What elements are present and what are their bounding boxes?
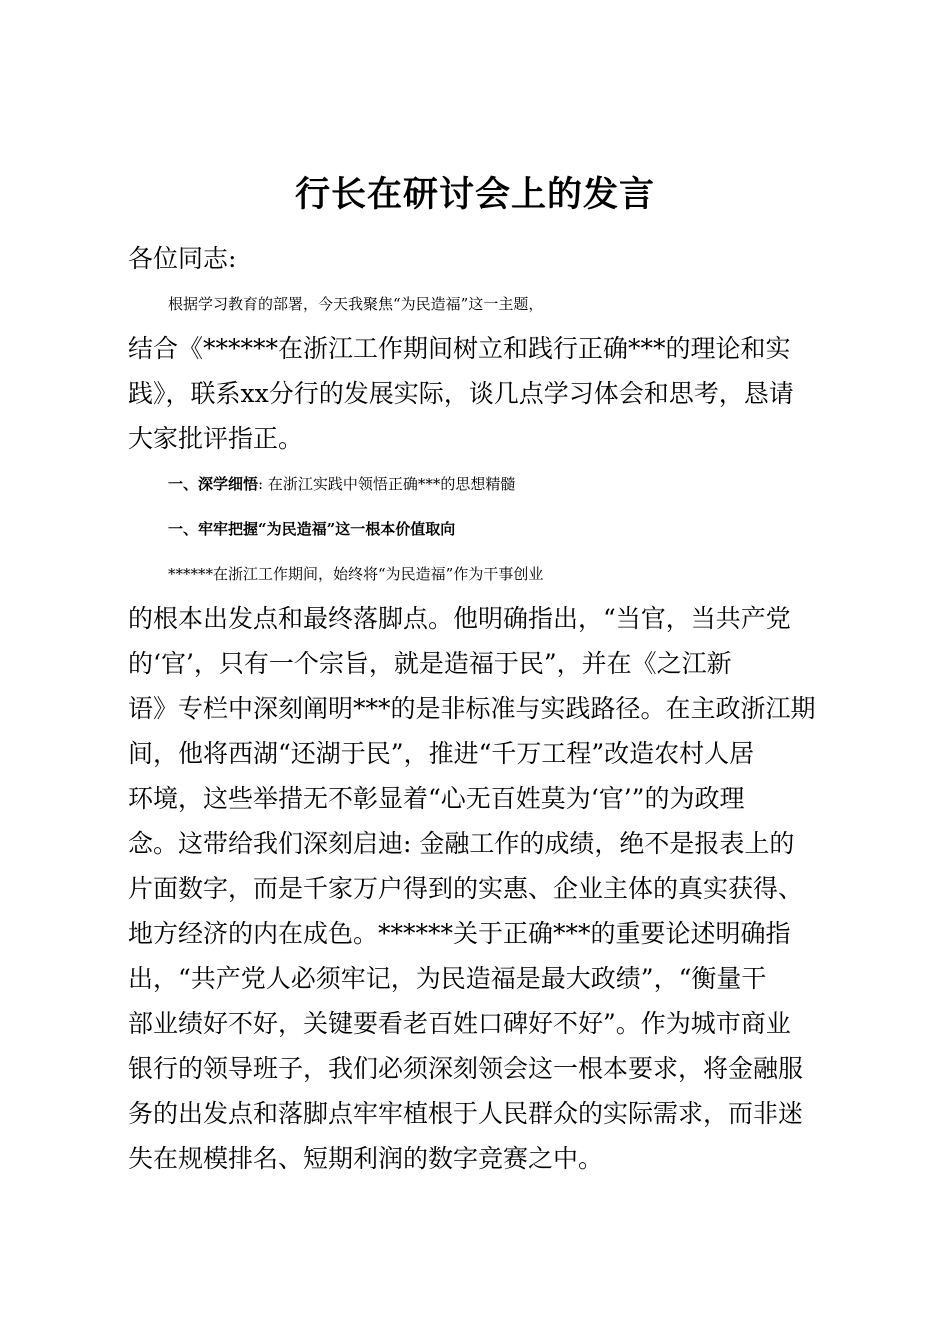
section-heading-1-label: 一、深学细悟: [168, 475, 259, 493]
section-heading-1-text: : 在浙江实践中领悟正确***的思想精髓: [258, 475, 516, 493]
section-heading-1: [168, 462, 868, 506]
document-title: 行长在研讨会上的发言: [294, 174, 655, 215]
body-line-13: 务的出发点和落脚点牢牢植根于人民群众的实际需求，而非迷: [128, 1099, 804, 1128]
body-line-3: 的‘官’，只有一个宗旨，就是造福于民”，并在《之江新: [128, 649, 732, 678]
body-line-12: 银行的领导班子，我们必须深刻领会这一根本要求，将金融服: [128, 1054, 804, 1083]
body-line-1: ******在浙江工作期间，始终将“为民造福”作为干事创业: [168, 565, 544, 583]
intro-line-2: 结合《******在浙江工作期间树立和践行正确***的理论和实: [128, 334, 791, 363]
body-line-2: 的根本出发点和最终落脚点。他明确指出，“当官，当共产党: [128, 604, 791, 633]
subsection-heading-1: 一、牢牢把握“为民造福”这一根本价值取向: [168, 520, 456, 538]
intro-line-3: 践》，联系xx分行的发展实际，谈几点学习体会和思考，恳请: [128, 379, 794, 408]
body-line-9: 地方经济的内在成色。******关于正确***的重要论述明确指: [128, 919, 791, 948]
salutation: 各位同志:: [128, 244, 237, 273]
body-line-8: 片面数字，而是千家万户得到的实惠、企业主体的真实获得、: [128, 874, 804, 903]
body-line-4: 语》专栏中深刻阐明***的是非标准与实践路径。在主政浙江期: [128, 694, 816, 723]
body-line-11: 部业绩好不好，关键要看老百姓口碑好不好”。作为城市商业: [128, 1009, 791, 1038]
body-line-10: 出，“共产党人必须牢记，为民造福是最大政绩”，“衡量干: [128, 964, 767, 993]
body-line-7: 念。这带给我们深刻启迪: 金融工作的成绩，绝不是报表上的: [128, 829, 795, 858]
intro-line-1: 根据学习教育的部署，今天我聚焦“为民造福”这一主题，: [168, 295, 544, 313]
body-line-6: 环境，这些举措无不彰显着“心无百姓莫为‘官’”的为政理: [128, 784, 745, 813]
intro-line-4: 大家批评指正。: [128, 424, 304, 453]
body-line-5: 间，他将西湖“还湖于民”，推进“千万工程”改造农村人居: [128, 739, 755, 768]
body-line-14: 失在规模排名、短期利润的数字竞赛之中。: [128, 1144, 604, 1173]
